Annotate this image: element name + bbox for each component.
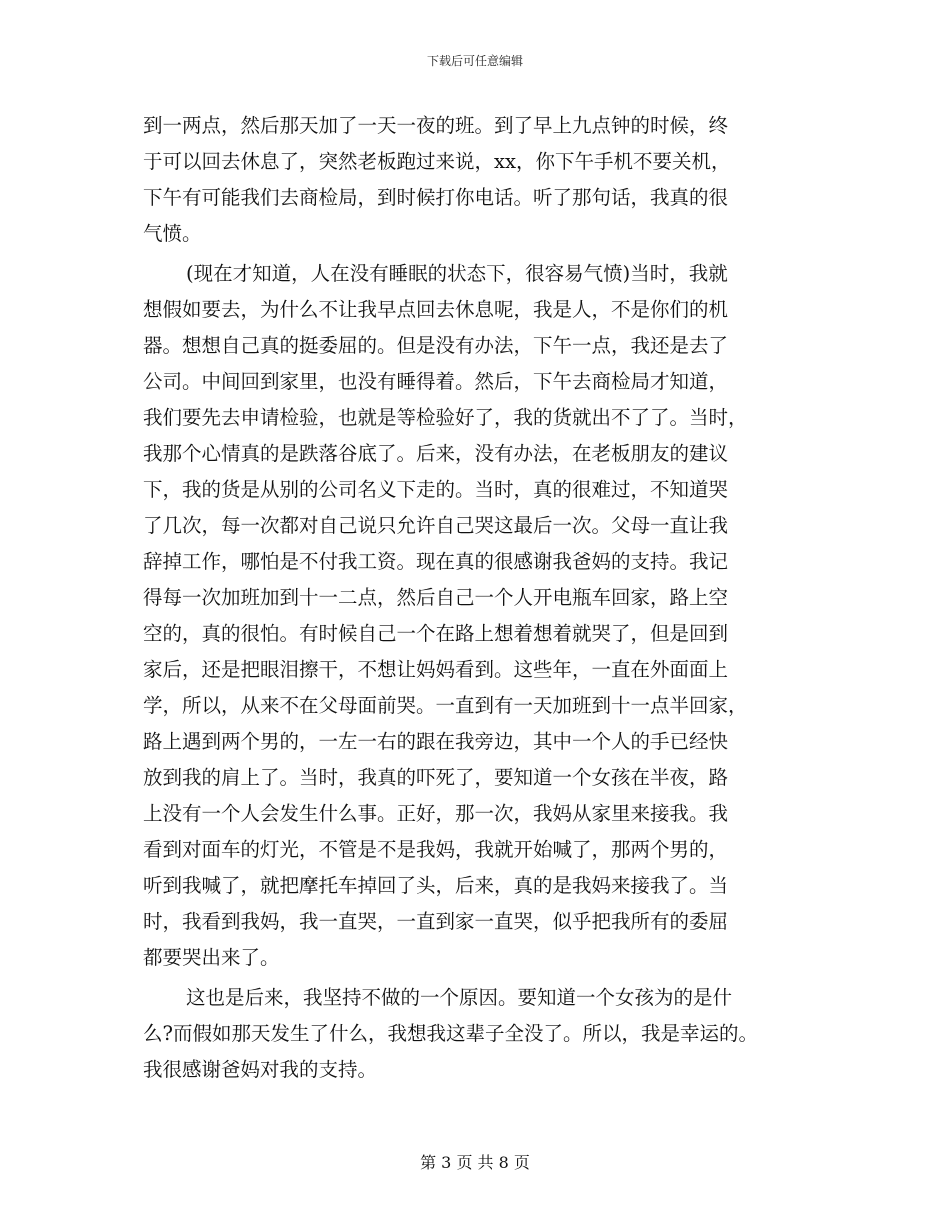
page-number-footer: 第 3 页 共 8 页 xyxy=(420,1153,530,1172)
text-line: 我那个心情真的是跌落谷底了。后来，没有办法，在老板朋友的建议 xyxy=(143,442,729,465)
body-text xyxy=(143,108,813,1088)
text-line: 我们要先去申请检验，也就是等检验好了，我的货就出不了了。当时， xyxy=(143,406,748,429)
text-line: 家后，还是把眼泪擦干，不想让妈妈看到。这些年，一直在外面面上 xyxy=(143,658,729,681)
text-line: 器。想想自己真的挺委屈的。但是没有办法，下午一点，我还是去了 xyxy=(143,334,729,357)
text-line: 辞掉工作，哪怕是不付我工资。现在真的很感谢我爸妈的支持。我记 xyxy=(143,550,729,573)
text-line: 公司。中间回到家里，也没有睡得着。然后，下午去商检局才知道， xyxy=(143,370,729,393)
text-line: 上没有一个人会发生什么事。正好，那一次，我妈从家里来接我。我 xyxy=(143,802,729,825)
text-line: 了几次，每一次都对自己说只允许自己哭这最后一次。父母一直让我 xyxy=(143,514,729,537)
text-line: 下午有可能我们去商检局，到时候打你电话。听了那句话，我真的很 xyxy=(143,186,729,209)
text-line: 时，我看到我妈，我一直哭，一直到家一直哭，似乎把我所有的委屈 xyxy=(143,910,729,933)
text-line: 得每一次加班加到十一二点，然后自己一个人开电瓶车回家，路上空 xyxy=(143,586,729,609)
text-line: 这也是后来，我坚持不做的一个原因。要知道一个女孩为的是什 xyxy=(186,986,733,1009)
paragraph-3 xyxy=(143,980,813,1088)
text-line: 学，所以，从来不在父母面前哭。一直到有一天加班到十一点半回家， xyxy=(143,694,748,717)
text-line: 空的，真的很怕。有时候自己一个在路上想着想着就哭了，但是回到 xyxy=(143,622,729,645)
text-line: 于可以回去休息了，突然老板跑过来说，xx，你下午手机不要关机， xyxy=(143,150,731,173)
text-line: 都要哭出来了。 xyxy=(143,946,280,969)
text-line: 下，我的货是从别的公司名义下走的。当时，真的很难过，不知道哭 xyxy=(143,478,729,501)
page-header: 下载后可任意编辑 xyxy=(426,54,523,68)
text-line: 我很感谢爸妈对我的支持。 xyxy=(143,1058,378,1081)
text-line: 想假如要去，为什么不让我早点回去休息呢，我是人，不是你们的机 xyxy=(143,298,729,321)
text-line: 看到对面车的灯光，不管是不是我妈，我就开始喊了，那两个男的， xyxy=(143,838,729,861)
text-line: 听到我喊了，就把摩托车掉回了头，后来，真的是我妈来接我了。当 xyxy=(143,874,729,897)
paragraph-2 xyxy=(143,256,813,976)
text-line: 路上遇到两个男的，一左一右的跟在我旁边，其中一个人的手已经快 xyxy=(143,730,729,753)
text-line: 放到我的肩上了。当时，我真的吓死了，要知道一个女孩在半夜，路 xyxy=(143,766,729,789)
text-line: 到一两点，然后那天加了一天一夜的班。到了早上九点钟的时候，终 xyxy=(143,114,729,137)
text-line: 么?而假如那天发生了什么，我想我这辈子全没了。所以，我是幸运的。 xyxy=(143,1022,758,1045)
text-line: 气愤。 xyxy=(143,222,202,245)
text-line: (现在才知道，人在没有睡眠的状态下，很容易气愤)当时，我就 xyxy=(186,262,728,285)
paragraph-1 xyxy=(143,108,813,252)
